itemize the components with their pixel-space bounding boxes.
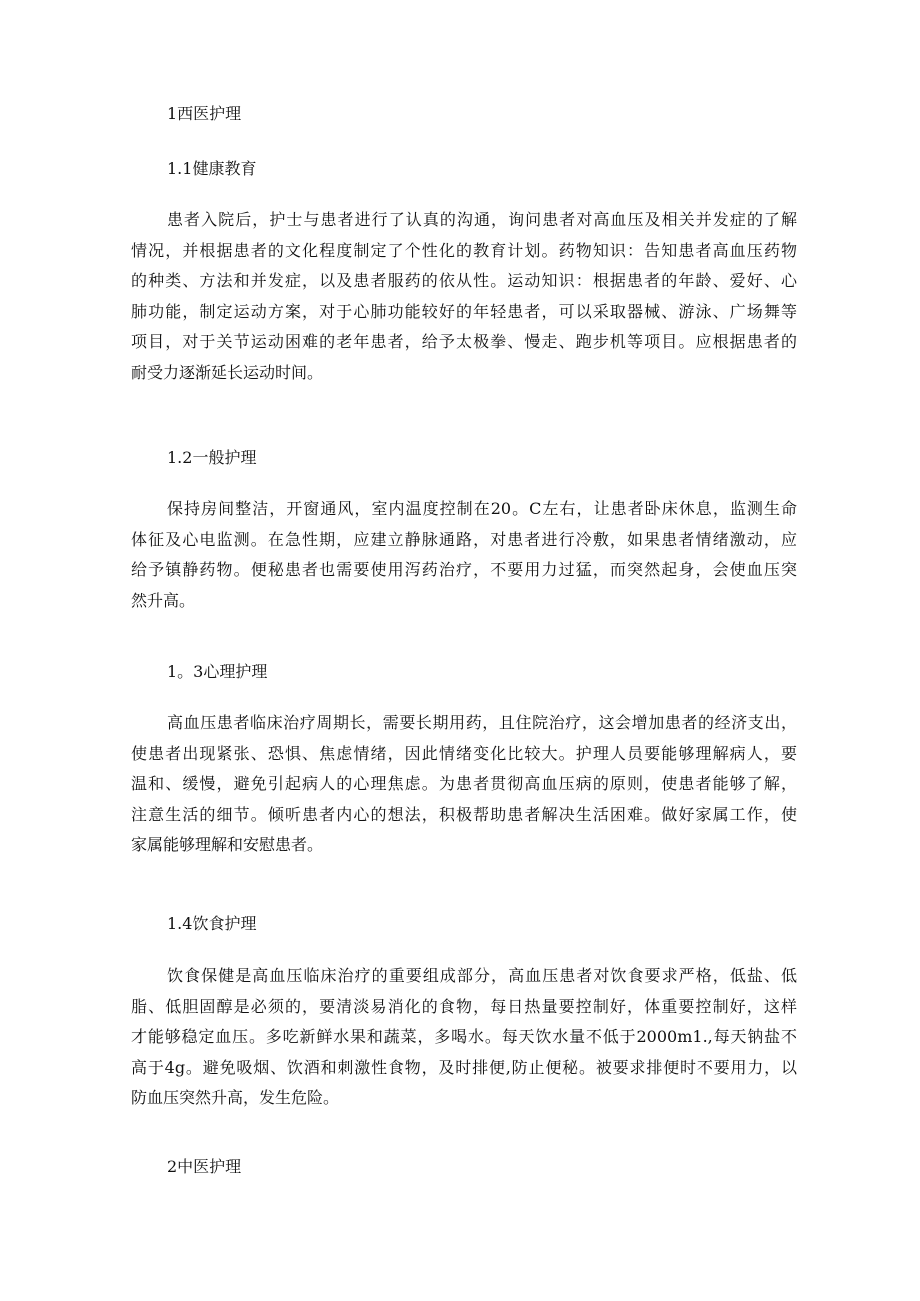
heading-general-nursing: 1.2一般护理 bbox=[167, 448, 257, 467]
text-line: 使患者出现紧张、恐惧、焦虑情绪，因此情绪变化比较大。护理人员要能够理解病人，要 bbox=[131, 743, 797, 763]
text-line: 注意生活的细节。倾听患者内心的想法，积极帮助患者解决生活困难。做好家属工作，使 bbox=[131, 804, 797, 824]
paragraph-diet-nursing bbox=[131, 961, 797, 1114]
paragraph-psychological-nursing bbox=[131, 708, 797, 861]
text-line: 饮食保健是高血压临床治疗的重要组成部分，高血压患者对饮食要求严格，低盐、低 bbox=[167, 966, 797, 985]
text-line: 家属能够理解和安慰患者。 bbox=[131, 835, 324, 854]
text-line: 的种类、方法和并发症，以及患者服药的依从性。运动知识：根据患者的年龄、爱好、心 bbox=[131, 271, 797, 290]
text-line: 才能够稳定血压。多吃新鲜水果和蔬菜，多喝水。每天饮水量不低于2000m1.,每天钠盐不 bbox=[131, 1027, 797, 1046]
text-line: 然升高。 bbox=[131, 590, 196, 610]
text-line: 体征及心电监测。在急性期，应建立静脉通路，对患者进行冷敷，如果患者情绪激动，应 bbox=[131, 529, 797, 549]
text-line: 脂、低胆固醇是必须的，要清淡易消化的食物，每日热量要控制好，体重要控制好，这样 bbox=[131, 996, 797, 1016]
heading-diet-nursing: 1.4饮食护理 bbox=[167, 914, 257, 933]
text-line: 温和、缓慢，避免引起病人的心理焦虑。为患者贯彻高血压病的原则，使患者能够了解， bbox=[131, 774, 797, 793]
heading-health-education: 1.1健康教育 bbox=[167, 159, 257, 178]
text-line: 耐受力逐渐延长运动时间。 bbox=[131, 362, 324, 382]
heading-western-nursing: 1西医护理 bbox=[167, 104, 242, 123]
text-line: 高于4g。避免吸烟、饮酒和刺激性食物，及时排便,防止便秘。被要求排便时不要用力，以 bbox=[131, 1057, 797, 1077]
text-line: 高血压患者临床治疗周期长，需要长期用药，且住院治疗，这会增加患者的经济支出， bbox=[167, 713, 797, 732]
heading-tcm-nursing: 2中医护理 bbox=[167, 1157, 242, 1176]
paragraph-general-nursing bbox=[131, 494, 797, 616]
heading-psychological-nursing: 1。3心理护理 bbox=[167, 662, 268, 681]
text-line: 肺功能，制定运动方案，对于心肺功能较好的年轻患者，可以采取器械、游泳、广场舞等 bbox=[131, 301, 797, 321]
text-line: 项目，对于关节运动困难的老年患者，给予太极拳、慢走、跑步机等项目。应根据患者的 bbox=[131, 332, 797, 351]
text-line: 情况，并根据患者的文化程度制定了个性化的教育计划。药物知识：告知患者高血压药物 bbox=[131, 240, 797, 260]
paragraph-health-education bbox=[131, 205, 797, 388]
text-line: 患者入院后，护士与患者进行了认真的沟通，询问患者对高血压及相关并发症的了解 bbox=[167, 210, 797, 229]
text-line: 防血压突然升高，发生危险。 bbox=[131, 1088, 340, 1107]
text-line: 保持房间整洁，开窗通风，室内温度控制在20。C左右，让患者卧床休息，监测生命 bbox=[167, 499, 797, 518]
text-line: 给予镇静药物。便秘患者也需要使用泻药治疗，不要用力过猛，而突然起身，会使血压突 bbox=[131, 560, 797, 579]
